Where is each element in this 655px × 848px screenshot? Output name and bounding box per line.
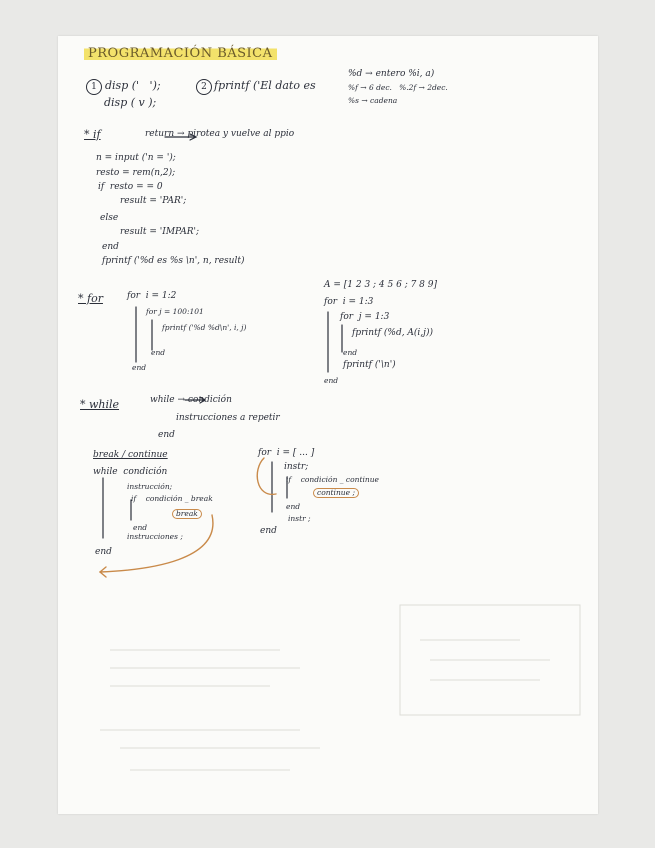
format-string-note: %s → cadena — [348, 96, 398, 105]
continue-line: end — [286, 502, 301, 511]
break-line: if condición _ break — [131, 494, 213, 503]
while-line: end — [158, 430, 175, 440]
if-code-line: result = 'IMPAR'; — [120, 227, 200, 237]
for-right-line: end — [324, 376, 339, 385]
continue-line: end — [260, 526, 277, 536]
for-left-line: fprintf ('%d %d\n', i, j) — [162, 323, 247, 332]
break-line: end — [133, 523, 148, 532]
if-code-line: fprintf ('%d es %s \n', n, result) — [102, 256, 245, 266]
for-right-line: end — [343, 348, 358, 357]
for-right-line: fprintf (%d, A(i,j)) — [352, 328, 433, 338]
item-number-one: 1 — [86, 79, 102, 95]
return-note: return → pirotea y vuelve al ppio — [145, 129, 295, 139]
continue-line: instr ; — [288, 514, 311, 523]
disp-line-1: disp (' '); — [105, 79, 161, 92]
for-left-line: end — [132, 363, 147, 372]
if-heading: * if — [84, 128, 101, 141]
for-right-line: for i = 1:3 — [324, 297, 374, 307]
continue-line: instr; — [284, 462, 309, 472]
while-line: while → condición — [150, 395, 232, 405]
fprintf-line: fprintf ('El dato es — [214, 79, 316, 92]
break-line: while condición — [93, 467, 168, 477]
continue-keyword-circled: continue ; — [313, 488, 359, 498]
for-left-line: for i = 1:2 — [127, 291, 177, 301]
for-left-line: for j = 100:101 — [146, 307, 204, 316]
for-left-line: end — [151, 348, 166, 357]
if-code-line: result = 'PAR'; — [120, 196, 187, 206]
for-right-line: for j = 1:3 — [340, 312, 390, 322]
page-title: PROGRAMACIÓN BÁSICA — [84, 45, 277, 62]
matrix-definition: A = [1 2 3 ; 4 5 6 ; 7 8 9] — [324, 280, 437, 290]
if-code-line: else — [100, 213, 119, 223]
for-heading: * for — [78, 292, 103, 305]
break-line: instrucciones ; — [127, 532, 183, 541]
item-number-two: 2 — [196, 79, 212, 95]
while-line: instrucciones a repetir — [176, 413, 280, 423]
format-integer-note: %d → entero %i, a) — [348, 69, 435, 79]
continue-line: if condición _ continue — [286, 475, 379, 484]
format-float-note: %f → 6 dec. %.2f → 2dec. — [348, 83, 448, 92]
break-line: end — [95, 547, 112, 557]
break-keyword-circled: break — [172, 509, 202, 519]
if-code-line: resto = rem(n,2); — [96, 168, 176, 178]
if-code-line: end — [102, 242, 119, 252]
if-code-line: if resto = = 0 — [98, 182, 163, 192]
while-heading: * while — [80, 398, 120, 411]
if-code-line: n = input ('n = '); — [96, 153, 176, 163]
break-continue-heading: break / continue — [93, 450, 168, 460]
break-line: instrucción; — [127, 482, 173, 491]
disp-line-2: disp ( v ); — [104, 96, 157, 109]
continue-line: for i = [ ... ] — [258, 448, 315, 458]
for-right-line: fprintf ('\n') — [343, 360, 396, 370]
